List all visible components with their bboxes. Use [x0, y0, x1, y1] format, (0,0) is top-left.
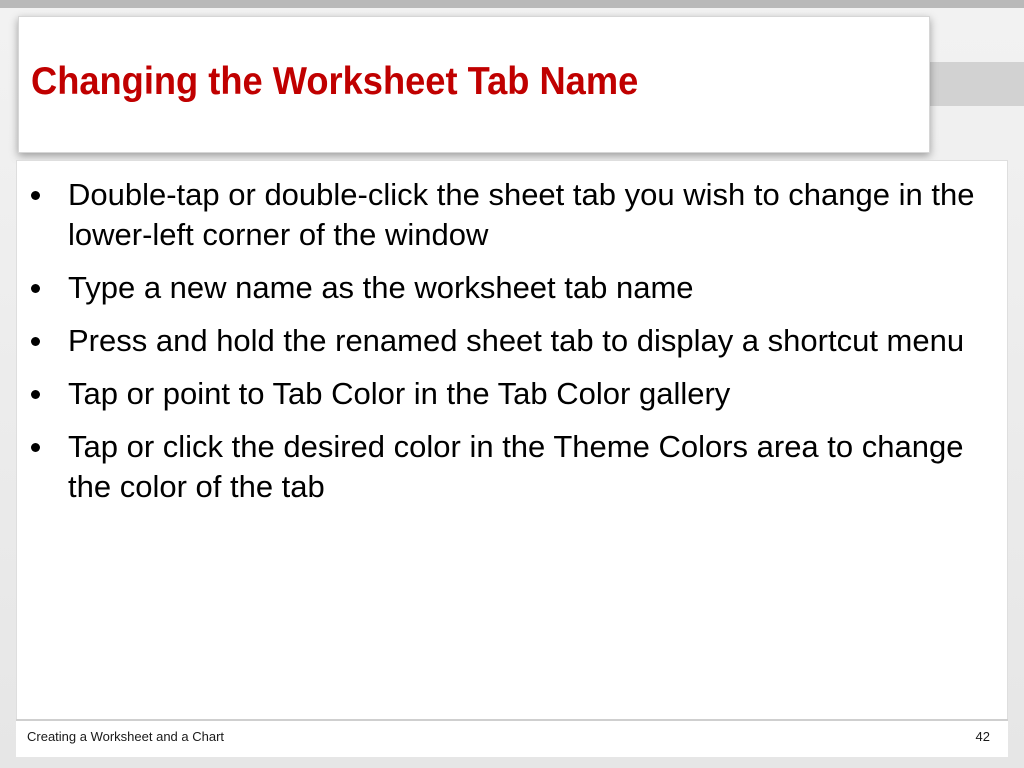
bullet-text: Type a new name as the worksheet tab name — [68, 270, 694, 305]
bullet-item — [27, 374, 1002, 414]
right-accent-band — [930, 62, 1024, 106]
bullet-icon — [31, 191, 40, 200]
bullet-text: Double-tap or double-click the sheet tab you wish to change in the lower-left corner of the window — [68, 177, 975, 252]
slide-number: 42 — [975, 729, 990, 744]
bullet-item — [27, 321, 1002, 361]
title-card — [18, 16, 930, 153]
content-card — [16, 160, 1008, 720]
bullet-item — [27, 268, 1002, 308]
slide — [0, 8, 1024, 768]
top-band — [0, 0, 1024, 8]
bullet-icon — [31, 443, 40, 452]
slide-title: Changing the Worksheet Tab Name — [31, 60, 639, 103]
bullet-text: Tap or click the desired color in the Theme Colors area to change the color of the tab — [68, 429, 964, 504]
footer — [16, 719, 1008, 757]
bullet-item — [27, 175, 1002, 255]
bullet-icon — [31, 390, 40, 399]
bullet-list — [27, 175, 1002, 520]
bullet-text: Press and hold the renamed sheet tab to display a shortcut menu — [68, 323, 965, 358]
footer-text: Creating a Worksheet and a Chart — [27, 729, 225, 744]
bullet-icon — [31, 337, 40, 346]
bullet-item — [27, 427, 1002, 507]
bullet-icon — [31, 284, 40, 293]
bullet-text: Tap or point to Tab Color in the Tab Color gallery — [68, 376, 731, 411]
